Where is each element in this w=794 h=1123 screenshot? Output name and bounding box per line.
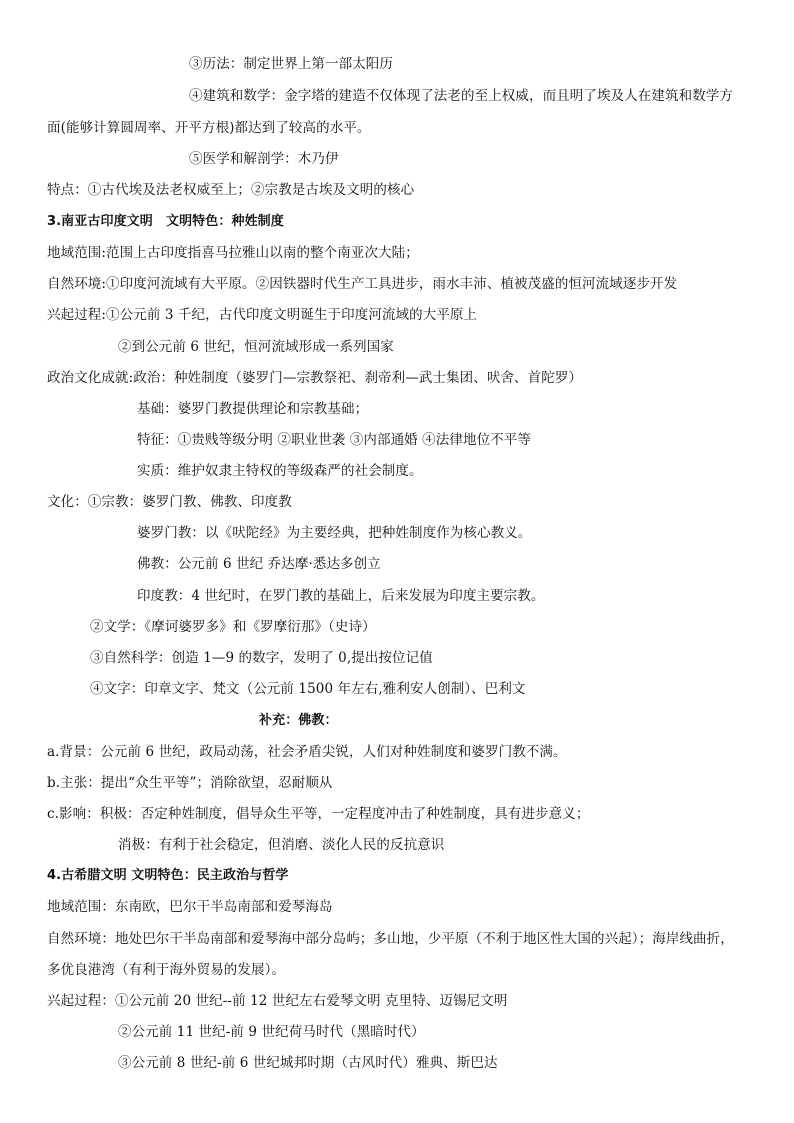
text-line-buddhism-impact-positive: c.影响：积极：否定种姓制度，倡导众生平等，一定程度冲击了种姓制度，具有进步意义； — [47, 806, 590, 822]
text-line-greece-rise-3: ③公元前 8 世纪-前 6 世纪城邦时期（古风时代）雅典、斯巴达 — [118, 1055, 498, 1071]
text-line-greece-environment: 自然环境：地处巴尔干半岛南部和爱琴海中部分岛屿；多山地，少平原（不利于地区性大国的兴起）；海岸线曲折， — [47, 931, 734, 947]
text-line-buddhism: 佛教：公元前 6 世纪 乔达摩·悉达多创立 — [137, 556, 381, 572]
text-line-egypt-features: 特点：①古代埃及法老权威至上；②宗教是古埃及文明的核心 — [47, 182, 415, 198]
text-line-natural-science: ③自然科学：创造 1—9 的数字，发明了 0,提出按位记值 — [90, 650, 433, 666]
text-line-architecture-cont: 面(能够计算圆周率、开平方根)都达到了较高的水平。 — [47, 120, 371, 136]
section-heading-india: 3.南亚古印度文明 文明特色：种姓制度 — [47, 214, 284, 229]
text-line-greece-rise-2: ②公元前 11 世纪-前 9 世纪荷马时代（黑暗时代） — [118, 1024, 425, 1040]
text-line-india-religion: 文化：①宗教：婆罗门教、佛教、印度教 — [47, 494, 292, 510]
text-line-buddhism-impact-negative: 消极：有利于社会稳定，但消磨、淡化人民的反抗意识 — [118, 837, 445, 853]
text-line-india-rise-1: 兴起过程:①公元前 3 千纪，古代印度文明诞生于印度河流域的大平原上 — [47, 307, 478, 323]
section-heading-greece: 4.古希腊文明 文明特色：民主政治与哲学 — [47, 868, 289, 883]
text-line-greece-environment-cont: 多优良港湾（有利于海外贸易的发展）。 — [47, 962, 286, 978]
text-line-india-region: 地域范围:范围上古印度指喜马拉雅山以南的整个南亚次大陆； — [47, 245, 419, 261]
text-line-hinduism: 印度教：4 世纪时，在罗门教的基础上，后来发展为印度主要宗教。 — [137, 588, 545, 604]
text-line-brahmanism: 婆罗门教：以《吠陀经》为主要经典，把种姓制度作为核心教义。 — [137, 525, 532, 541]
text-line-buddhism-claims: b.主张：提出“众生平等”；消除欲望，忍耐顺从 — [47, 775, 333, 791]
text-line-medicine: ⑤医学和解剖学：木乃伊 — [189, 151, 339, 167]
text-line-architecture: ④建筑和数学：金字塔的建造不仅体现了法老的至上权威，而且明了埃及人在建筑和数学方 — [189, 88, 733, 104]
text-line-caste-features: 特征：①贵贱等级分明 ②职业世袭 ③内部通婚 ④法律地位不平等 — [137, 432, 531, 448]
text-line-caste-basis: 基础：婆罗门教提供理论和宗教基础； — [137, 401, 369, 417]
text-line-india-rise-2: ②到公元前 6 世纪，恒河流域形成一系列国家 — [118, 339, 394, 355]
text-line-literature: ②文学：《摩诃婆罗多》和《罗摩衍那》（史诗） — [90, 619, 376, 635]
text-line-buddhism-background: a.背景：公元前 6 世纪，政局动荡，社会矛盾尖锐，人们对种姓制度和婆罗门教不满。 — [47, 744, 567, 760]
text-line-calendar: ③历法：制定世界上第一部太阳历 — [189, 56, 393, 72]
text-line-greece-region: 地域范围：东南欧，巴尔干半岛南部和爱琴海岛 — [47, 899, 333, 915]
text-line-india-politics: 政治文化成就:政治：种姓制度（婆罗门—宗教祭祀、刹帝利—武士集团、吠舍、首陀罗） — [47, 370, 583, 386]
text-line-india-environment: 自然环境:①印度河流域有大平原。②因铁器时代生产工具进步，雨水丰沛、植被茂盛的恒河流域逐步开发 — [47, 276, 678, 292]
text-line-writing: ④文字：印章文字、梵文（公元前 1500 年左右,雅利安人创制）、巴利文 — [90, 681, 526, 697]
text-line-caste-essence: 实质：维护奴隶主特权的等级森严的社会制度。 — [137, 463, 423, 479]
supplement-heading-buddhism: 补充：佛教： — [259, 713, 338, 728]
text-line-greece-rise-1: 兴起过程：①公元前 20 世纪--前 12 世纪左右爱琴文明 克里特、迈锡尼文明 — [47, 993, 508, 1009]
